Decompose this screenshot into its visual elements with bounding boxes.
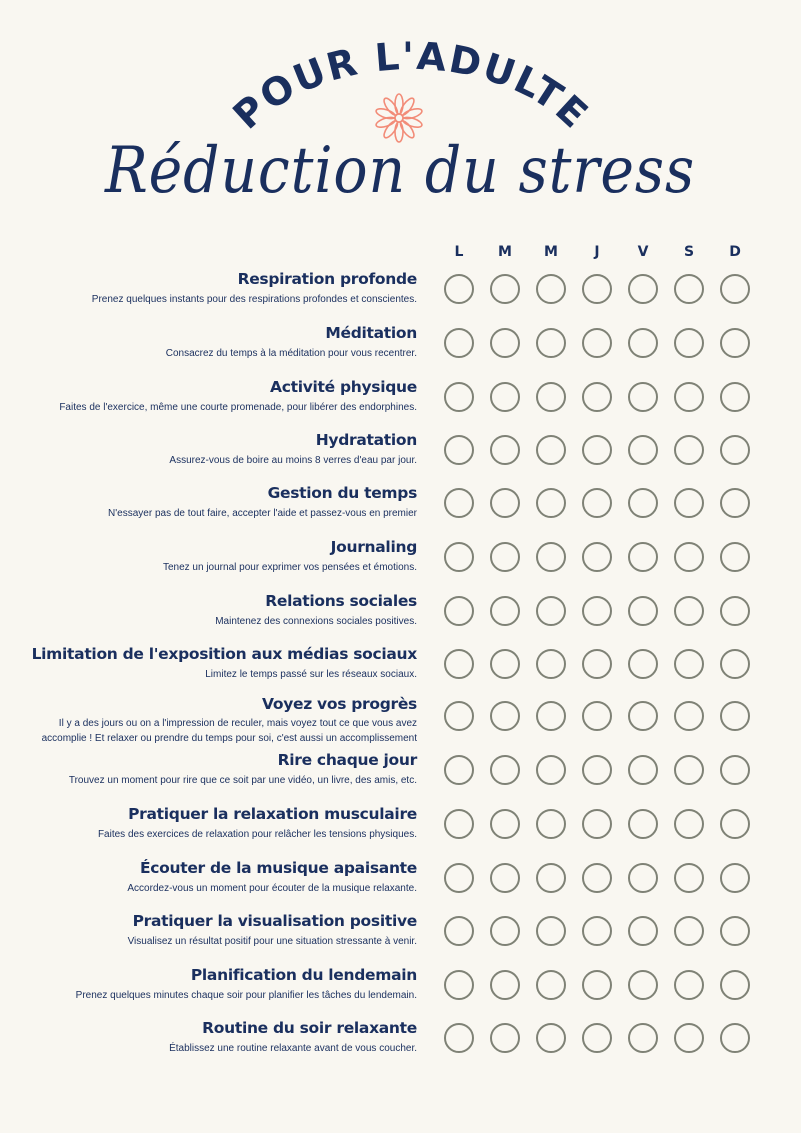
day-label: V <box>637 244 649 260</box>
day-checkbox[interactable] <box>674 488 704 518</box>
day-checkbox[interactable] <box>628 488 658 518</box>
task-title: Méditation <box>325 324 417 342</box>
day-checkbox[interactable] <box>674 809 704 839</box>
day-checkbox[interactable] <box>628 596 658 626</box>
day-checkbox[interactable] <box>444 435 474 465</box>
task-title: Respiration profonde <box>237 270 417 288</box>
day-checkbox[interactable] <box>628 916 658 946</box>
day-checkbox[interactable] <box>720 970 750 1000</box>
day-header <box>0 244 801 264</box>
day-checkbox[interactable] <box>536 542 566 572</box>
day-checkbox[interactable] <box>582 435 612 465</box>
day-checkbox[interactable] <box>536 435 566 465</box>
day-checkbox[interactable] <box>490 701 520 731</box>
day-checkbox[interactable] <box>444 755 474 785</box>
task-description: Il y a des jours ou on a l'impression de reculer, mais voyez tout ce que vous avez accomplie ! Et relaxer ou prendre du temps pour soi, c'est aussi un accomplissement <box>41 718 417 744</box>
task-title: Planification du lendemain <box>190 966 417 984</box>
task-title: Relations sociales <box>265 592 417 610</box>
day-checkbox[interactable] <box>582 382 612 412</box>
day-checkbox[interactable] <box>444 542 474 572</box>
day-checkbox[interactable] <box>720 382 750 412</box>
task-description: Établissez une routine relaxante avant de vous coucher. <box>169 1043 417 1054</box>
day-checkbox[interactable] <box>628 649 658 679</box>
day-checkbox[interactable] <box>536 701 566 731</box>
task-title: Gestion du temps <box>267 484 417 502</box>
day-checkbox[interactable] <box>444 970 474 1000</box>
task-title: Rire chaque jour <box>277 751 417 769</box>
day-checkbox[interactable] <box>582 542 612 572</box>
day-checkbox[interactable] <box>674 755 704 785</box>
day-checkbox[interactable] <box>444 596 474 626</box>
day-checkbox[interactable] <box>720 863 750 893</box>
day-label: D <box>729 244 741 260</box>
subtitle: POUR L'ADULTE <box>224 33 598 138</box>
task-description: Consacrez du temps à la méditation pour vous recentrer. <box>165 348 417 359</box>
task-title: Journaling <box>330 538 417 556</box>
day-label: J <box>594 244 600 260</box>
task-title: Écouter de la musique apaisante <box>139 859 417 877</box>
day-checkbox[interactable] <box>444 1023 474 1053</box>
day-checkbox[interactable] <box>674 596 704 626</box>
day-checkbox[interactable] <box>490 596 520 626</box>
day-checkbox[interactable] <box>674 916 704 946</box>
day-checkbox[interactable] <box>720 328 750 358</box>
day-checkbox[interactable] <box>628 755 658 785</box>
day-checkbox[interactable] <box>582 809 612 839</box>
day-checkbox[interactable] <box>674 1023 704 1053</box>
day-checkbox[interactable] <box>536 328 566 358</box>
day-checkbox[interactable] <box>720 809 750 839</box>
day-checkbox[interactable] <box>444 916 474 946</box>
day-checkbox[interactable] <box>628 382 658 412</box>
day-checkbox[interactable] <box>674 435 704 465</box>
day-checkbox[interactable] <box>536 649 566 679</box>
day-checkbox[interactable] <box>490 435 520 465</box>
day-checkbox[interactable] <box>536 970 566 1000</box>
day-checkbox[interactable] <box>582 649 612 679</box>
day-checkbox[interactable] <box>582 328 612 358</box>
day-checkbox[interactable] <box>490 488 520 518</box>
day-checkbox[interactable] <box>674 649 704 679</box>
task-description: Limitez le temps passé sur les réseaux sociaux. <box>205 669 417 680</box>
day-checkbox[interactable] <box>490 809 520 839</box>
day-checkbox[interactable] <box>628 328 658 358</box>
day-label: M <box>498 244 512 260</box>
day-checkbox[interactable] <box>582 1023 612 1053</box>
day-checkbox[interactable] <box>720 488 750 518</box>
task-description: Maintenez des connexions sociales positives. <box>215 616 417 627</box>
day-checkbox[interactable] <box>720 542 750 572</box>
task-title: Routine du soir relaxante <box>202 1019 417 1037</box>
day-checkbox[interactable] <box>536 382 566 412</box>
day-checkbox[interactable] <box>490 1023 520 1053</box>
day-label: M <box>544 244 558 260</box>
day-checkbox[interactable] <box>582 596 612 626</box>
task-title: Pratiquer la relaxation musculaire <box>128 805 417 823</box>
day-label: S <box>683 244 695 260</box>
day-checkbox[interactable] <box>490 542 520 572</box>
day-checkbox[interactable] <box>536 916 566 946</box>
day-checkbox[interactable] <box>444 328 474 358</box>
task-description: Faites des exercices de relaxation pour relâcher les tensions physiques. <box>97 829 417 840</box>
task-title: Pratiquer la visualisation positive <box>132 912 417 930</box>
day-checkbox[interactable] <box>444 863 474 893</box>
day-checkbox[interactable] <box>490 328 520 358</box>
day-checkbox[interactable] <box>444 809 474 839</box>
day-checkbox[interactable] <box>628 274 658 304</box>
day-checkbox[interactable] <box>674 328 704 358</box>
day-checkbox[interactable] <box>490 970 520 1000</box>
day-checkbox[interactable] <box>582 701 612 731</box>
task-title: Limitation de l'exposition aux médias sociaux <box>31 645 417 663</box>
day-checkbox[interactable] <box>490 755 520 785</box>
day-label: L <box>454 244 464 260</box>
day-checkbox[interactable] <box>674 382 704 412</box>
task-description: Prenez quelques minutes chaque soir pour planifier les tâches du lendemain. <box>75 990 417 1001</box>
day-checkbox[interactable] <box>582 488 612 518</box>
day-checkbox[interactable] <box>536 755 566 785</box>
day-checkbox[interactable] <box>490 382 520 412</box>
day-checkbox[interactable] <box>490 863 520 893</box>
task-description: N'essayer pas de tout faire, accepter l'aide et passez-vous en premier <box>108 508 417 519</box>
day-checkbox[interactable] <box>536 596 566 626</box>
day-checkbox[interactable] <box>674 542 704 572</box>
task-description: Tenez un journal pour exprimer vos pensées et émotions. <box>162 562 417 573</box>
header <box>0 0 801 240</box>
task-title: Activité physique <box>270 378 417 396</box>
day-checkbox[interactable] <box>674 970 704 1000</box>
day-checkbox[interactable] <box>444 382 474 412</box>
day-checkbox[interactable] <box>720 596 750 626</box>
day-checkbox[interactable] <box>628 435 658 465</box>
day-checkbox[interactable] <box>444 649 474 679</box>
day-checkbox[interactable] <box>444 488 474 518</box>
day-checkbox[interactable] <box>628 809 658 839</box>
task-description: Visualisez un résultat positif pour une situation stressante à venir. <box>127 936 417 947</box>
day-checkbox[interactable] <box>536 809 566 839</box>
day-checkbox[interactable] <box>582 755 612 785</box>
day-checkbox[interactable] <box>582 274 612 304</box>
task-description: Assurez-vous de boire au moins 8 verres d'eau par jour. <box>169 455 417 466</box>
task-description: Faites de l'exercice, même une courte promenade, pour libérer des endorphines. <box>59 402 417 413</box>
day-checkbox[interactable] <box>582 863 612 893</box>
day-checkbox[interactable] <box>628 970 658 1000</box>
day-checkbox[interactable] <box>720 916 750 946</box>
day-checkbox[interactable] <box>720 755 750 785</box>
day-checkbox[interactable] <box>720 1023 750 1053</box>
day-checkbox[interactable] <box>674 863 704 893</box>
day-checkbox[interactable] <box>490 916 520 946</box>
day-checkbox[interactable] <box>628 542 658 572</box>
day-checkbox[interactable] <box>490 649 520 679</box>
day-checkbox[interactable] <box>536 488 566 518</box>
day-checkbox[interactable] <box>674 274 704 304</box>
day-checkbox[interactable] <box>628 1023 658 1053</box>
task-description: Accordez-vous un moment pour écouter de la musique relaxante. <box>127 883 417 894</box>
day-checkbox[interactable] <box>720 274 750 304</box>
day-checkbox[interactable] <box>444 701 474 731</box>
day-checkbox[interactable] <box>490 274 520 304</box>
day-checkbox[interactable] <box>674 701 704 731</box>
task-description: Prenez quelques instants pour des respirations profondes et conscientes. <box>91 294 417 305</box>
day-checkbox[interactable] <box>628 701 658 731</box>
day-checkbox[interactable] <box>720 649 750 679</box>
day-checkbox[interactable] <box>720 435 750 465</box>
task-title: Hydratation <box>315 431 417 449</box>
page-title: Réduction du stress <box>104 134 695 208</box>
day-checkbox[interactable] <box>628 863 658 893</box>
day-checkbox[interactable] <box>720 701 750 731</box>
day-checkbox[interactable] <box>582 970 612 1000</box>
header-graphic <box>0 0 801 240</box>
day-checkbox[interactable] <box>536 1023 566 1053</box>
day-checkbox[interactable] <box>536 274 566 304</box>
day-checkbox[interactable] <box>444 274 474 304</box>
task-title: Voyez vos progrès <box>262 695 417 713</box>
task-description: Trouvez un moment pour rire que ce soit par une vidéo, un livre, des amis, etc. <box>68 775 417 786</box>
day-checkbox[interactable] <box>582 916 612 946</box>
day-checkbox[interactable] <box>536 863 566 893</box>
